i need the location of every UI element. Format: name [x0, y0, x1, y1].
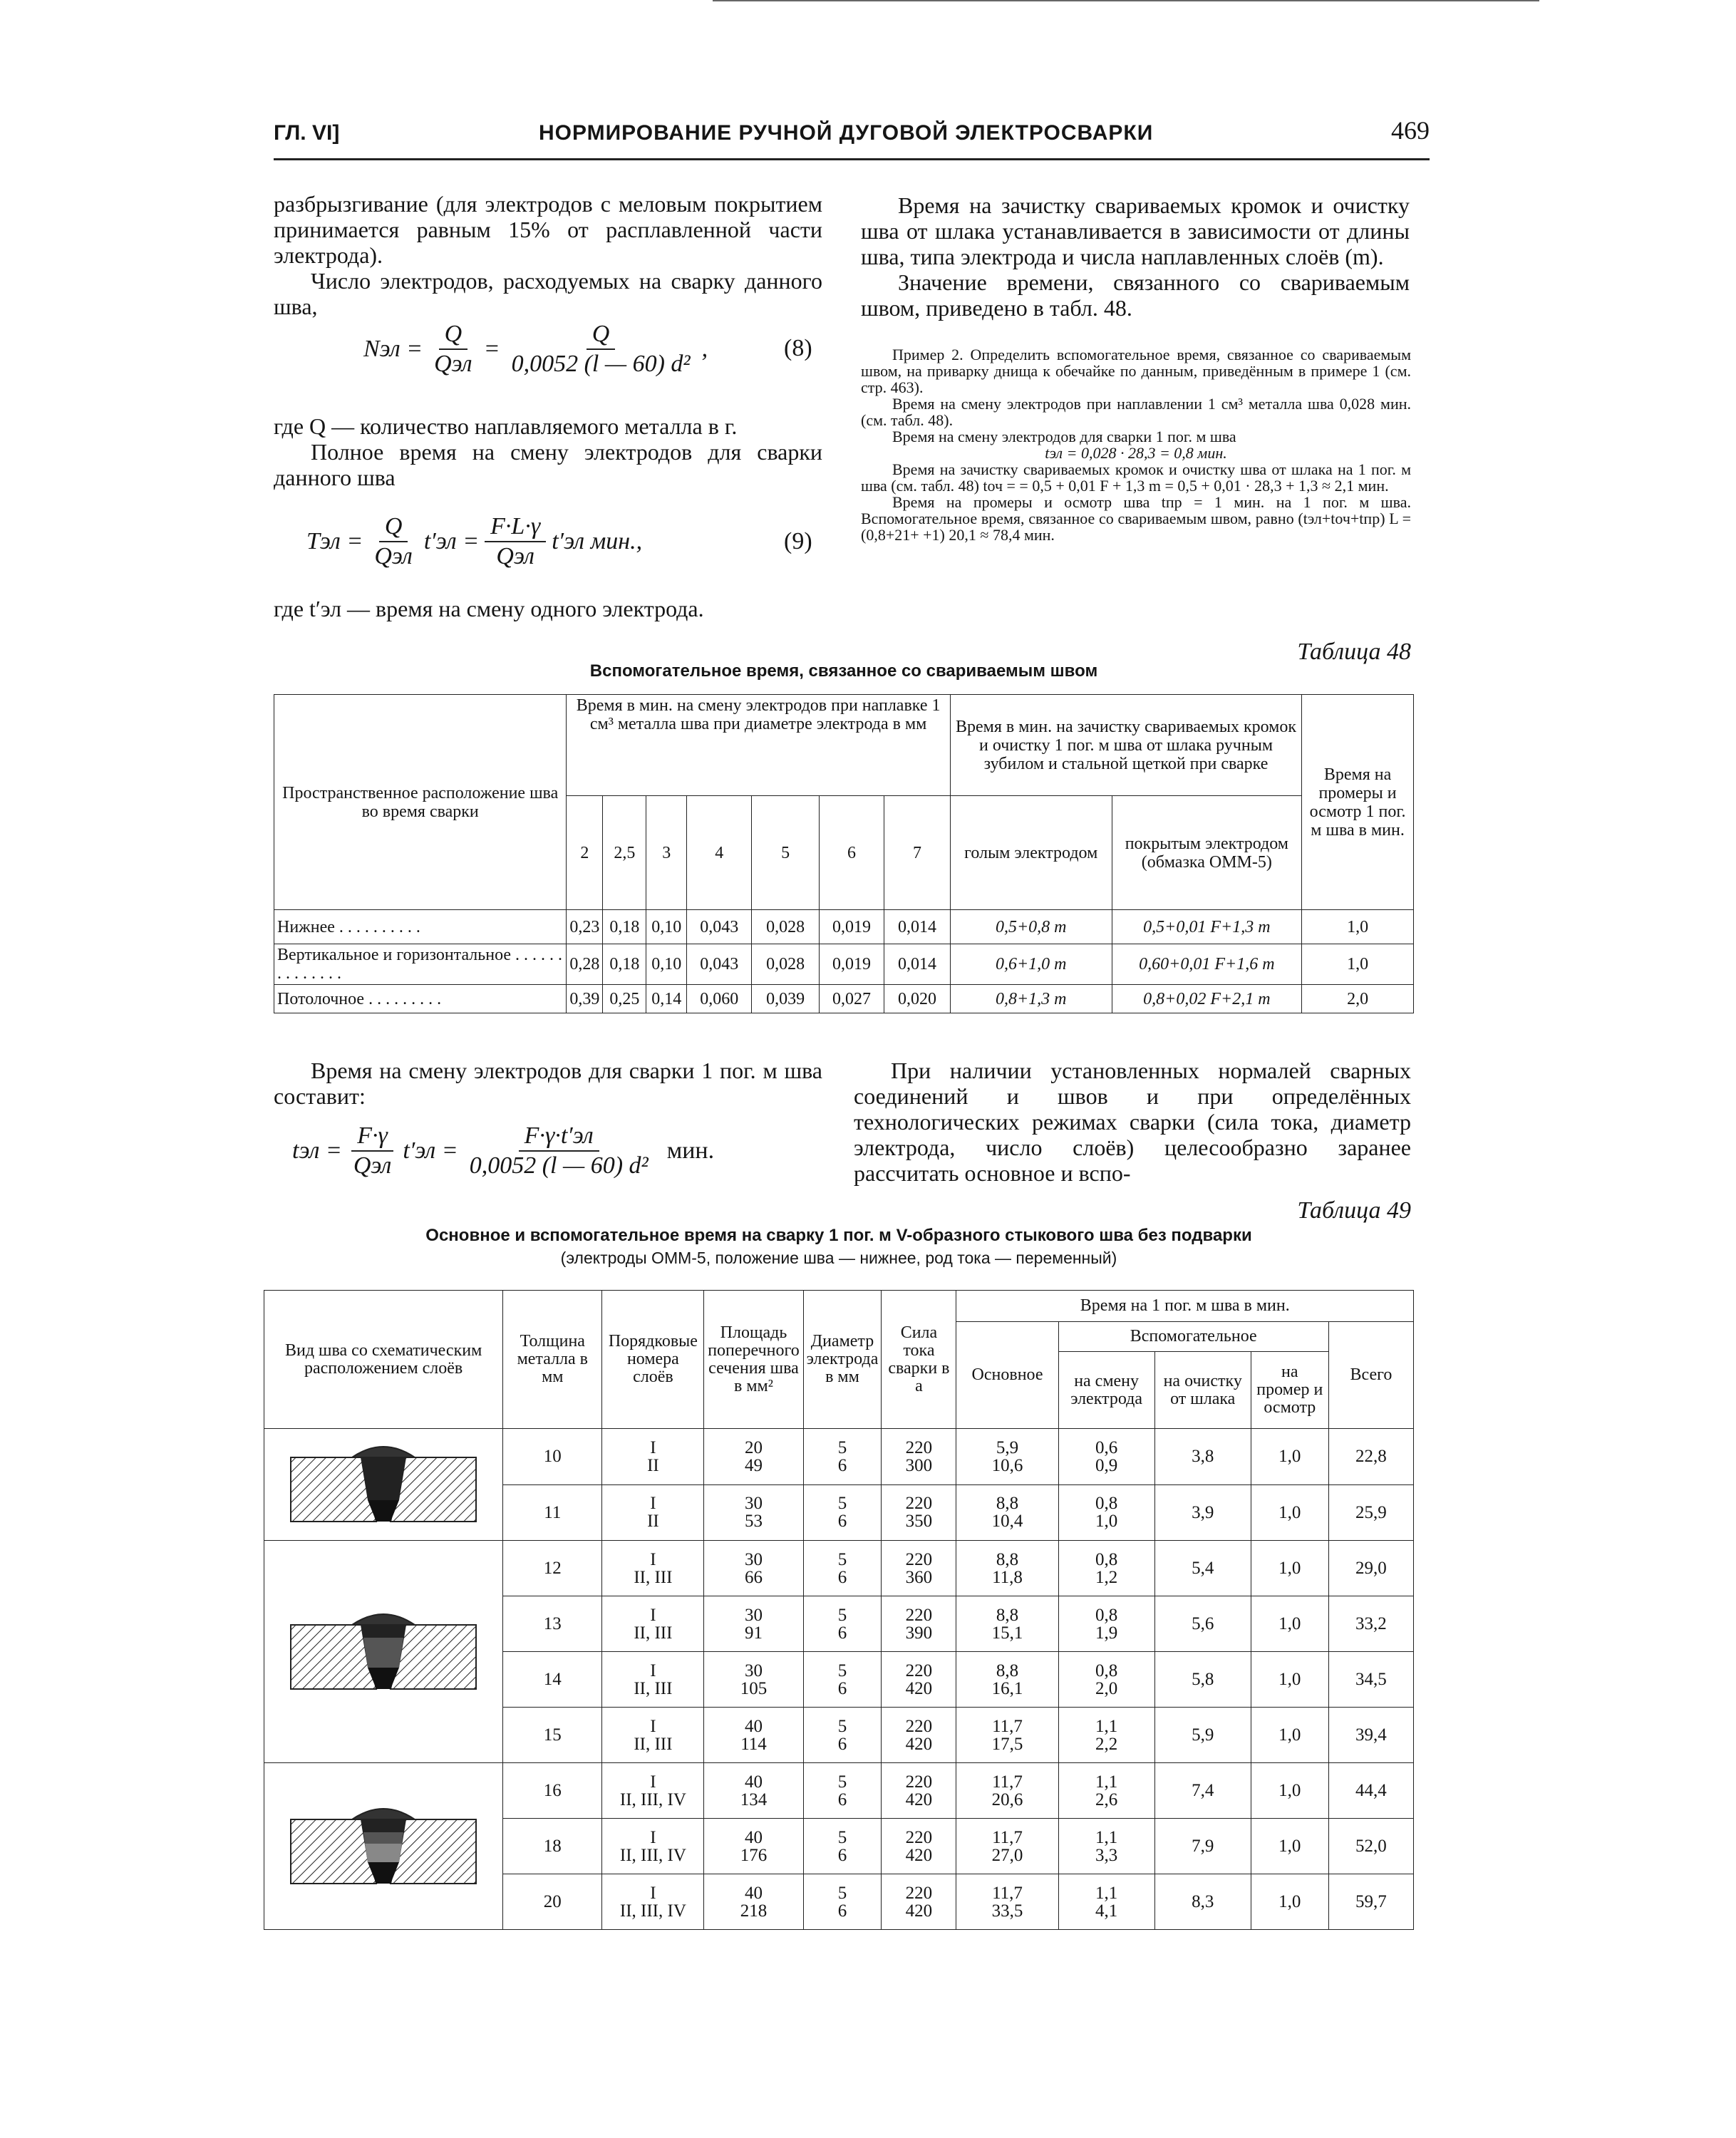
- table-cell: 220 420: [882, 1652, 956, 1708]
- table-cell: 30 66: [704, 1541, 803, 1596]
- table-cell: 220 420: [882, 1874, 956, 1930]
- example-text: Время на промеры и осмотр шва tпр = 1 мин. на 1 пог. м шва. Вспомогательное время, связанное со свариваемым швом, равно (tэл+tоч+tпр) L = (0,8+21+ +1) 20,1 ≈ 78,4 мин.: [861, 493, 1411, 544]
- table-49-subcaption: (электроды ОММ-5, положение шва — нижнее, род тока — переменный): [560, 1249, 1117, 1267]
- header-order: Порядковые номера слоёв: [602, 1291, 704, 1429]
- table-cell: 39,4: [1328, 1708, 1413, 1763]
- table-cell: 22,8: [1328, 1429, 1413, 1485]
- table-cell: Вертикальное и горизонтальное . . . . . . . . . . . . . .: [274, 944, 567, 985]
- table-cell: 18: [503, 1819, 602, 1874]
- table-cell: 8,8 15,1: [956, 1596, 1058, 1652]
- weld-section-diagram: [264, 1429, 503, 1541]
- table-48-label: Таблица 48: [1297, 639, 1411, 665]
- table-cell: 40 176: [704, 1819, 803, 1874]
- table-cell: 5,8: [1154, 1652, 1251, 1708]
- weld-section-diagram: [264, 1763, 503, 1930]
- table-cell: 29,0: [1328, 1541, 1413, 1596]
- table-cell: 0,043: [687, 944, 752, 985]
- header-aux: Вспомогательное: [1058, 1322, 1328, 1352]
- paragraph: Полное время на смену электродов для сварки данного шва: [274, 439, 822, 490]
- header-coated-electrode: покрытым электродом (обмазка ОММ-5): [1112, 796, 1302, 910]
- table-cell: I II, III, IV: [602, 1874, 704, 1930]
- table-48: [274, 694, 1414, 1013]
- formula-9: Tэл = $\frac{Q}{\text{Qэл}}$ t′эл = $\frac{F\cdot L\cdot\gamma}{\text{Qэл}}$ t′эл мин., (9): [306, 513, 812, 569]
- table-cell: 44,4: [1328, 1763, 1413, 1819]
- table-cell: 2,0: [1302, 985, 1414, 1013]
- table-cell: I II: [602, 1429, 704, 1485]
- scan-edge-line: [713, 0, 1539, 1]
- header-position: Пространственное расположение шва во время сварки: [274, 695, 567, 910]
- table-48-caption: Вспомогательное время, связанное со свариваемым швом: [589, 661, 1098, 681]
- diameter: 2: [567, 796, 603, 910]
- weld-section-diagram: [264, 1541, 503, 1763]
- table-cell: 0,014: [884, 944, 950, 985]
- header-change: на смену электрода: [1058, 1352, 1154, 1429]
- table-cell: 0,8 1,2: [1058, 1541, 1154, 1596]
- table-cell: 5 6: [803, 1484, 882, 1541]
- diameter: 5: [752, 796, 820, 910]
- page-number: 469: [1391, 116, 1430, 145]
- table-cell: 220 300: [882, 1429, 956, 1485]
- table-cell: 30 91: [704, 1596, 803, 1652]
- mid-left-text: [274, 1058, 822, 1109]
- table-49: [264, 1290, 1414, 1930]
- diameter: 2,5: [603, 796, 646, 910]
- table-row: [274, 944, 1414, 985]
- table-cell: 1,1 3,3: [1058, 1819, 1154, 1874]
- table-cell: 30 53: [704, 1484, 803, 1541]
- header-main: Основное: [956, 1322, 1058, 1429]
- table-cell: 0,5+0,01 F+1,3 m: [1112, 910, 1302, 944]
- paragraph: разбрызгивание (для электродов с меловым покрытием принимается равным 15% от расплавленной части электрода).: [274, 191, 822, 268]
- paragraph: Время на зачистку свариваемых кромок и очистку шва от шлака устанавливается в зависимости от длины шва, типа электрода и числа наплавленных слоёв (m).: [861, 192, 1410, 269]
- table-cell: 12: [503, 1541, 602, 1596]
- page-title: НОРМИРОВАНИЕ РУЧНОЙ ДУГОВОЙ ЭЛЕКТРОСВАРКИ: [539, 121, 1154, 145]
- table-cell: 5,6: [1154, 1596, 1251, 1652]
- table-cell: 0,8 1,9: [1058, 1596, 1154, 1652]
- table-cell: 0,25: [603, 985, 646, 1013]
- table-cell: 3,8: [1154, 1429, 1251, 1485]
- table-cell: 0,8 2,0: [1058, 1652, 1154, 1708]
- table-cell: 5 6: [803, 1652, 882, 1708]
- header-time: Время на 1 пог. м шва в мин.: [956, 1291, 1414, 1322]
- table-cell: 14: [503, 1652, 602, 1708]
- table-cell: 0,028: [752, 944, 820, 985]
- table-cell: 1,0: [1251, 1819, 1328, 1874]
- header-measure: на промер и осмотр: [1251, 1352, 1328, 1429]
- table-cell: I II, III: [602, 1596, 704, 1652]
- table-cell: 1,0: [1251, 1541, 1328, 1596]
- header-total: Всего: [1328, 1322, 1413, 1429]
- paragraph: При наличии установленных нормалей сварных соединений и швов и при определённых технологических режимах сварки (сила тока, диаметр электрода, число слоёв) целесообразно заранее рассчитать основное и вспо-: [854, 1058, 1411, 1186]
- table-cell: 0,14: [646, 985, 687, 1013]
- table-cell: 0,39: [567, 985, 603, 1013]
- table-cell: 0,8+0,02 F+2,1 m: [1112, 985, 1302, 1013]
- table-cell: 8,8 11,8: [956, 1541, 1058, 1596]
- table-cell: 25,9: [1328, 1484, 1413, 1541]
- table-row: [264, 1429, 1414, 1485]
- table-cell: 0,019: [820, 910, 884, 944]
- formula-8: Nэл = $\frac{Q}{\text{Qэл}}$ = $\frac{Q}{\text{0,0052 (l — 60) d²}}$ , (8): [363, 321, 812, 377]
- equation-number: (8): [784, 335, 812, 361]
- table-cell: 1,0: [1251, 1596, 1328, 1652]
- table-49-label: Таблица 49: [1297, 1197, 1411, 1224]
- table-row: [274, 910, 1414, 944]
- table-cell: 220 420: [882, 1763, 956, 1819]
- table-cell: Потолочное . . . . . . . . .: [274, 985, 567, 1013]
- example-2-block: [861, 346, 1411, 543]
- header-measure: Время на промеры и осмотр 1 пог. м шва в мин.: [1302, 695, 1414, 910]
- table-cell: 0,039: [752, 985, 820, 1013]
- table-cell: 0,10: [646, 944, 687, 985]
- table-cell: 20 49: [704, 1429, 803, 1485]
- table-cell: 30 105: [704, 1652, 803, 1708]
- table-cell: 0,043: [687, 910, 752, 944]
- table-cell: 5 6: [803, 1541, 882, 1596]
- header-view: Вид шва со схематическим расположением слоёв: [264, 1291, 503, 1429]
- table-cell: 1,1 4,1: [1058, 1874, 1154, 1930]
- table-cell: 1,0: [1251, 1763, 1328, 1819]
- paragraph: Число электродов, расходуемых на сварку данного шва,: [274, 268, 822, 319]
- table-cell: 0,28: [567, 944, 603, 985]
- table-cell: I II, III, IV: [602, 1763, 704, 1819]
- table-cell: 1,0: [1251, 1874, 1328, 1930]
- table-cell: 1,1 2,2: [1058, 1708, 1154, 1763]
- example-text: Время на смену электродов при наплавлении 1 см³ металла шва 0,028 мин. (см. табл. 48).: [861, 395, 1411, 429]
- table-cell: 5,9 10,6: [956, 1429, 1058, 1485]
- table-cell: 11,7 27,0: [956, 1819, 1058, 1874]
- table-cell: 40 218: [704, 1874, 803, 1930]
- table-cell: 0,10: [646, 910, 687, 944]
- table-cell: 220 360: [882, 1541, 956, 1596]
- table-cell: 220 390: [882, 1596, 956, 1652]
- table-cell: 7,9: [1154, 1819, 1251, 1874]
- table-cell: 0,014: [884, 910, 950, 944]
- table-cell: 0,019: [820, 944, 884, 985]
- table-cell: 1,0: [1302, 944, 1414, 985]
- table-row: [274, 985, 1414, 1013]
- paragraph: Значение времени, связанного со свариваемым швом, приведено в табл. 48.: [861, 269, 1410, 321]
- left-column-bottom: [274, 596, 822, 621]
- table-cell: 11,7 17,5: [956, 1708, 1058, 1763]
- table-cell: 13: [503, 1596, 602, 1652]
- table-cell: 1,0: [1251, 1708, 1328, 1763]
- table-cell: 0,6 0,9: [1058, 1429, 1154, 1485]
- diameter: 7: [884, 796, 950, 910]
- running-header: [274, 115, 1430, 160]
- table-cell: 0,8+1,3 m: [950, 985, 1112, 1013]
- right-column-top: [861, 192, 1410, 321]
- table-cell: 33,2: [1328, 1596, 1413, 1652]
- table-row: [264, 1541, 1414, 1596]
- header-thickness: Толщина металла в мм: [503, 1291, 602, 1429]
- table-cell: 1,1 2,6: [1058, 1763, 1154, 1819]
- table-cell: 7,4: [1154, 1763, 1251, 1819]
- equation-number: (9): [784, 528, 812, 554]
- table-cell: 20: [503, 1874, 602, 1930]
- table-cell: 8,8 10,4: [956, 1484, 1058, 1541]
- table-cell: 220 350: [882, 1484, 956, 1541]
- example-formula: tэл = 0,028 · 28,3 = 0,8 мин.: [1045, 444, 1227, 462]
- left-column-mid: [274, 413, 822, 490]
- table-cell: 40 114: [704, 1708, 803, 1763]
- table-cell: 0,23: [567, 910, 603, 944]
- table-cell: 5 6: [803, 1708, 882, 1763]
- table-cell: 0,060: [687, 985, 752, 1013]
- table-cell: 1,0: [1251, 1429, 1328, 1485]
- table-cell: 0,8 1,0: [1058, 1484, 1154, 1541]
- table-cell: 5,4: [1154, 1541, 1251, 1596]
- table-cell: 11,7 33,5: [956, 1874, 1058, 1930]
- table-cell: 5,9: [1154, 1708, 1251, 1763]
- diameter: 3: [646, 796, 687, 910]
- table-cell: 11,7 20,6: [956, 1763, 1058, 1819]
- diameter: 4: [687, 796, 752, 910]
- table-cell: 5 6: [803, 1596, 882, 1652]
- table-49-caption: Основное и вспомогательное время на сварку 1 пог. м V-образного стыкового шва без подварки: [425, 1226, 1252, 1245]
- table-cell: 10: [503, 1429, 602, 1485]
- paragraph: где t′эл — время на смену одного электрода.: [274, 596, 704, 621]
- table-cell: 3,9: [1154, 1484, 1251, 1541]
- table-cell: 0,020: [884, 985, 950, 1013]
- table-cell: 40 134: [704, 1763, 803, 1819]
- table-cell: 220 420: [882, 1708, 956, 1763]
- table-cell: 5 6: [803, 1874, 882, 1930]
- table-cell: 59,7: [1328, 1874, 1413, 1930]
- table-cell: 0,18: [603, 944, 646, 985]
- table-cell: 5 6: [803, 1819, 882, 1874]
- example-text: Пример 2. Определить вспомогательное время, связанное со свариваемым швом, на приварку днища к обечайке по данным, приведённым в примере 1 (см. стр. 463).: [861, 346, 1411, 396]
- table-cell: 0,028: [752, 910, 820, 944]
- header-bare-electrode: голым электродом: [950, 796, 1112, 910]
- table-cell: 0,60+0,01 F+1,6 m: [1112, 944, 1302, 985]
- table-cell: 0,5+0,8 m: [950, 910, 1112, 944]
- table-cell: I II, III, IV: [602, 1819, 704, 1874]
- table-cell: Нижнее . . . . . . . . . .: [274, 910, 567, 944]
- table-cell: I II, III: [602, 1541, 704, 1596]
- table-cell: 34,5: [1328, 1652, 1413, 1708]
- table-cell: 16: [503, 1763, 602, 1819]
- header-electrode-change: Время в мин. на смену электродов при наплавке 1 см³ металла шва при диаметре электрода в мм: [567, 695, 951, 796]
- header-diameter: Диаметр электрода в мм: [803, 1291, 882, 1429]
- table-cell: 1,0: [1302, 910, 1414, 944]
- paragraph: где Q — количество наплавляемого металла в г.: [274, 413, 738, 439]
- left-column-top: [274, 191, 822, 319]
- paragraph: Время на смену электродов для сварки 1 пог. м шва составит:: [274, 1058, 822, 1109]
- table-cell: 15: [503, 1708, 602, 1763]
- table-cell: I II, III: [602, 1652, 704, 1708]
- table-cell: 11: [503, 1484, 602, 1541]
- mid-right-text: [854, 1058, 1411, 1186]
- table-row: [264, 1763, 1414, 1819]
- table-cell: 52,0: [1328, 1819, 1413, 1874]
- formula-tel: tэл = $\frac{F\cdot\gamma}{\text{Qэл}}$ t′эл = $\frac{F\cdot\gamma\cdot t'эл}{\text{0,0052 (l — 60) d²}}$ мин.: [292, 1122, 715, 1179]
- table-cell: I II, III: [602, 1708, 704, 1763]
- table-cell: 220 420: [882, 1819, 956, 1874]
- header-cleaning: Время в мин. на зачистку свариваемых кромок и очистку 1 пог. м шва от шлака ручным зубилом и стальной щеткой при сварке: [950, 695, 1301, 796]
- table-cell: 1,0: [1251, 1484, 1328, 1541]
- table-cell: I II: [602, 1484, 704, 1541]
- header-current: Сила тока сварки в а: [882, 1291, 956, 1429]
- table-cell: 0,6+1,0 m: [950, 944, 1112, 985]
- header-area: Площадь поперечного сечения шва в мм²: [704, 1291, 803, 1429]
- table-cell: 0,027: [820, 985, 884, 1013]
- table-cell: 5 6: [803, 1429, 882, 1485]
- example-text: Время на смену электродов для сварки 1 пог. м шва: [892, 428, 1236, 445]
- chapter-label: ГЛ. VI]: [274, 121, 340, 145]
- table-cell: 8,8 16,1: [956, 1652, 1058, 1708]
- table-cell: 5 6: [803, 1763, 882, 1819]
- example-text: Время на зачистку свариваемых кромок и очистку шва от шлака на 1 пог. м шва (см. табл. 48) tоч = = 0,5 + 0,01 F + 1,3 m = 0,5 + 0,01 · 28,3 + 1,3 ≈ 2,1 мин.: [861, 460, 1411, 495]
- diameter: 6: [820, 796, 884, 910]
- header-clean: на очистку от шлака: [1154, 1352, 1251, 1429]
- table-cell: 8,3: [1154, 1874, 1251, 1930]
- table-cell: 0,18: [603, 910, 646, 944]
- table-cell: 1,0: [1251, 1652, 1328, 1708]
